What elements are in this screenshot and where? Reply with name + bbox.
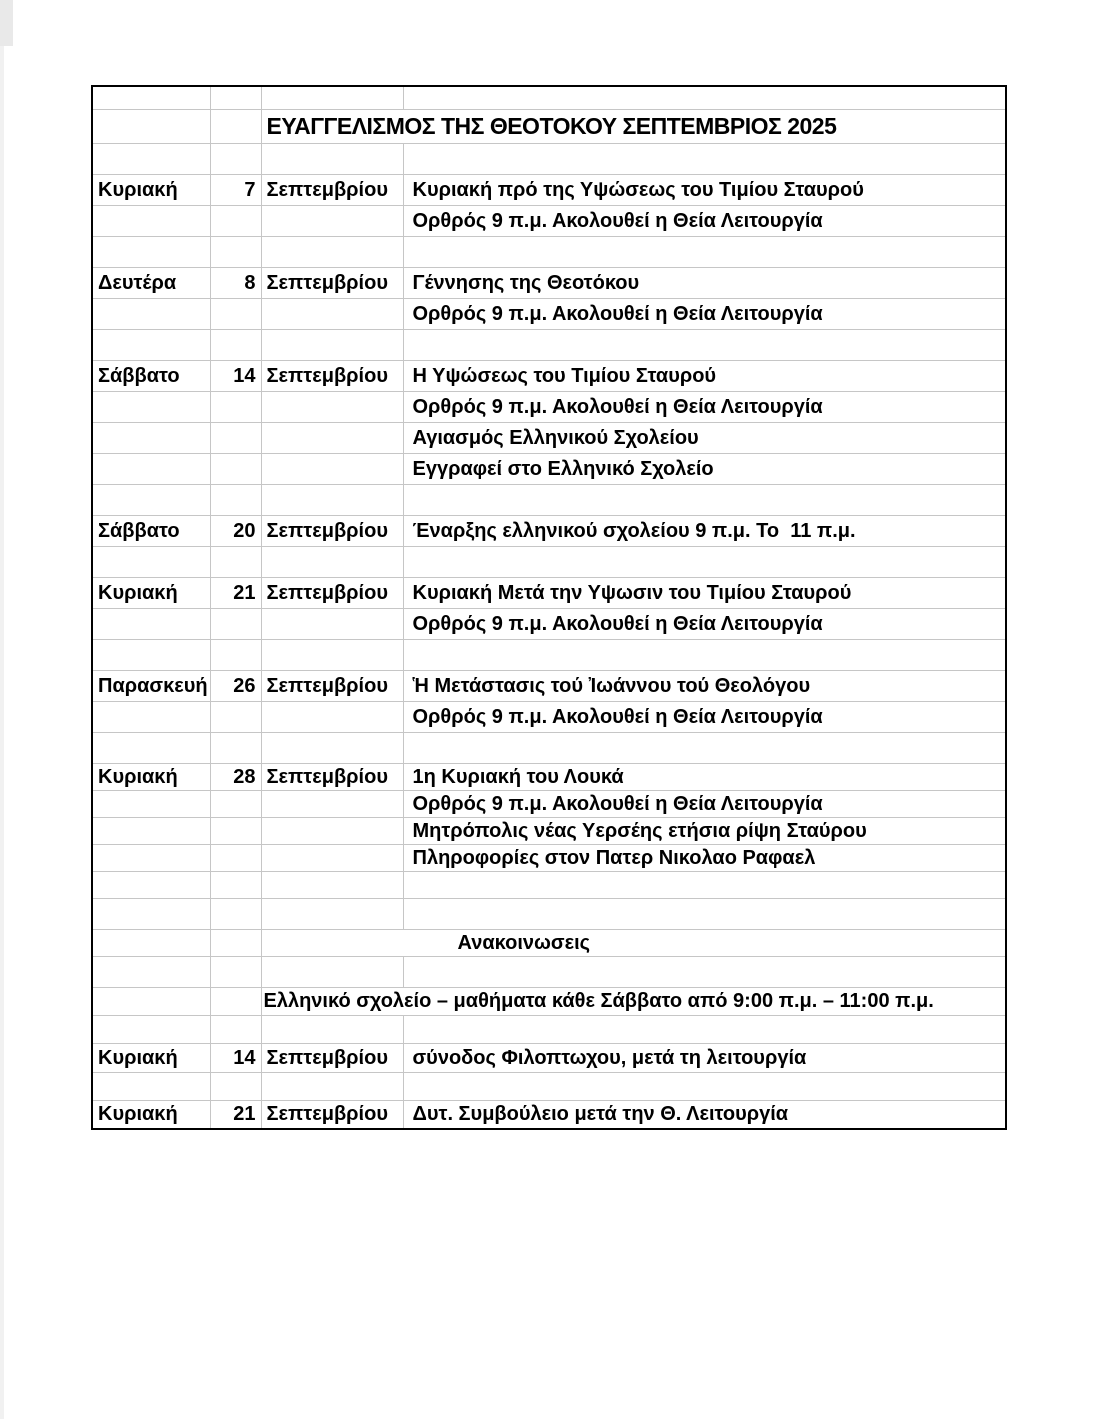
- empty-cell: [210, 205, 261, 236]
- date-cell: 28: [210, 763, 261, 790]
- empty-cell: [261, 86, 403, 109]
- empty-cell: [261, 298, 403, 329]
- empty-cell: [261, 956, 403, 987]
- empty-cell: [261, 236, 403, 267]
- event-detail-row: [92, 205, 1006, 236]
- empty-cell: [210, 86, 261, 109]
- empty-cell: [210, 701, 261, 732]
- spacer-row: [92, 732, 1006, 763]
- event-row: [92, 1043, 1006, 1072]
- event-row: [92, 267, 1006, 298]
- date-cell: 14: [210, 1043, 261, 1072]
- event-description-cell: Αγιασμός Ελληνικού Σχολείου: [403, 422, 1006, 453]
- day-cell: Κυριακή: [92, 763, 210, 790]
- title-row: [92, 109, 1006, 143]
- empty-cell: [210, 956, 261, 987]
- event-description-cell: Ορθρός 9 π.μ. Ακολουθεί η Θεία Λειτουργία: [403, 391, 1006, 422]
- empty-cell: [210, 844, 261, 871]
- event-description-cell: Ορθρός 9 π.μ. Ακολουθεί η Θεία Λειτουργία: [403, 298, 1006, 329]
- spacer-row: [92, 484, 1006, 515]
- empty-cell: [210, 929, 261, 956]
- empty-cell: [403, 143, 1006, 174]
- empty-cell: [261, 732, 403, 763]
- empty-cell: [92, 484, 210, 515]
- empty-cell: [210, 391, 261, 422]
- empty-cell: [210, 329, 261, 360]
- empty-cell: [261, 871, 403, 898]
- date-cell: 21: [210, 577, 261, 608]
- month-cell: Σεπτεμβρίου: [261, 763, 403, 790]
- empty-cell: [261, 608, 403, 639]
- empty-cell: [92, 1015, 210, 1043]
- day-cell: Σάββατο: [92, 515, 210, 546]
- event-description-cell: Ἡ Μετάστασις τού Ἰωάννου τού Θεολόγου: [403, 670, 1006, 701]
- spacer-row: [92, 236, 1006, 267]
- empty-cell: [261, 546, 403, 577]
- document-title: ΕΥΑΓΓΕΛΙΣΜΟΣ ΤΗΣ ΘΕΟΤΟΚΟΥ ΣΕΠΤΕΜΒΡΙΟΣ 2025: [261, 109, 1006, 143]
- month-cell: Σεπτεμβρίου: [261, 174, 403, 205]
- day-cell: Σάββατο: [92, 360, 210, 391]
- day-cell: Κυριακή: [92, 174, 210, 205]
- empty-cell: [210, 298, 261, 329]
- empty-cell: [403, 484, 1006, 515]
- event-row: [92, 670, 1006, 701]
- empty-cell: [403, 871, 1006, 898]
- empty-cell: [92, 929, 210, 956]
- empty-cell: [403, 546, 1006, 577]
- empty-cell: [92, 956, 210, 987]
- event-description-cell: Ορθρός 9 π.μ. Ακολουθεί η Θεία Λειτουργία: [403, 790, 1006, 817]
- event-description-cell: Έναρξης ελληνικού σχολείου 9 π.μ. Το 11 π.μ.: [403, 515, 1006, 546]
- empty-cell: [261, 391, 403, 422]
- empty-cell: [92, 639, 210, 670]
- empty-cell: [92, 143, 210, 174]
- schedule-table: [91, 85, 1007, 1130]
- event-row: [92, 515, 1006, 546]
- date-cell: 20: [210, 515, 261, 546]
- month-cell: Σεπτεμβρίου: [261, 1100, 403, 1129]
- empty-cell: [210, 236, 261, 267]
- empty-cell: [261, 1072, 403, 1100]
- event-description-cell: Ορθρός 9 π.μ. Ακολουθεί η Θεία Λειτουργία: [403, 608, 1006, 639]
- event-description-cell: Μητρόπολις νέας Υερσέης ετήσια ρίψη Σταύρου: [403, 817, 1006, 844]
- empty-cell: [403, 732, 1006, 763]
- empty-cell: [92, 391, 210, 422]
- spacer-row: [92, 329, 1006, 360]
- month-cell: Σεπτεμβρίου: [261, 360, 403, 391]
- empty-cell: [92, 329, 210, 360]
- event-detail-row: [92, 608, 1006, 639]
- spacer-row: [92, 143, 1006, 174]
- spacer-row: [92, 639, 1006, 670]
- empty-cell: [92, 817, 210, 844]
- empty-cell: [261, 817, 403, 844]
- event-detail-row: [92, 391, 1006, 422]
- spacer-row: [92, 1072, 1006, 1100]
- empty-cell: [92, 608, 210, 639]
- empty-cell: [261, 701, 403, 732]
- date-cell: 14: [210, 360, 261, 391]
- event-row: [92, 174, 1006, 205]
- spacer-row: [92, 898, 1006, 929]
- announcements-header: Ανακοινωσεις: [261, 929, 1006, 956]
- event-description-cell: Γέννησης της Θεοτόκου: [403, 267, 1006, 298]
- event-row: [92, 360, 1006, 391]
- empty-cell: [403, 329, 1006, 360]
- date-cell: 26: [210, 670, 261, 701]
- event-description-cell: Κυριακή πρό της Υψώσεως του Τιμίου Σταυρού: [403, 174, 1006, 205]
- empty-cell: [261, 790, 403, 817]
- scan-artifact-corner: [0, 0, 13, 46]
- empty-cell: [210, 484, 261, 515]
- event-description-cell: Δυτ. Συμβούλειο μετά την Θ. Λειτουργία: [403, 1100, 1006, 1129]
- empty-cell: [210, 143, 261, 174]
- empty-cell: [210, 422, 261, 453]
- empty-cell: [92, 871, 210, 898]
- event-description-cell: Κυριακή Μετά την Υψωσιν του Τιμίου Σταυρού: [403, 577, 1006, 608]
- spacer-row: [92, 956, 1006, 987]
- empty-cell: [261, 143, 403, 174]
- event-description-cell: Πληροφορίες στον Πατερ Νικολαο Ραφαελ: [403, 844, 1006, 871]
- empty-cell: [92, 109, 210, 143]
- event-detail-row: [92, 844, 1006, 871]
- empty-cell: [403, 236, 1006, 267]
- scan-artifact-edge: [0, 0, 4, 1419]
- empty-cell: [92, 546, 210, 577]
- announcements-row: [92, 929, 1006, 956]
- event-detail-row: [92, 817, 1006, 844]
- event-description-cell: Η Υψώσεως του Τιμίου Σταυρού: [403, 360, 1006, 391]
- empty-cell: [210, 871, 261, 898]
- empty-cell: [210, 1072, 261, 1100]
- event-description-cell: Ορθρός 9 π.μ. Ακολουθεί η Θεία Λειτουργία: [403, 701, 1006, 732]
- empty-cell: [403, 1072, 1006, 1100]
- empty-cell: [261, 453, 403, 484]
- event-detail-row: [92, 298, 1006, 329]
- event-description-cell: Εγγραφεί στο Ελληνικό Σχολείο: [403, 453, 1006, 484]
- date-cell: 7: [210, 174, 261, 205]
- day-cell: Παρασκευή: [92, 670, 210, 701]
- event-detail-row: [92, 453, 1006, 484]
- empty-cell: [261, 205, 403, 236]
- empty-cell: [403, 639, 1006, 670]
- empty-cell: [210, 817, 261, 844]
- empty-cell: [92, 732, 210, 763]
- day-cell: Κυριακή: [92, 1043, 210, 1072]
- day-cell: Κυριακή: [92, 577, 210, 608]
- empty-cell: [92, 1072, 210, 1100]
- empty-cell: [210, 790, 261, 817]
- empty-cell: [403, 898, 1006, 929]
- empty-cell: [210, 639, 261, 670]
- event-description-cell: 1η Κυριακή του Λουκά: [403, 763, 1006, 790]
- event-detail-row: [92, 701, 1006, 732]
- month-cell: Σεπτεμβρίου: [261, 1043, 403, 1072]
- spacer-row: [92, 1015, 1006, 1043]
- empty-cell: [403, 1015, 1006, 1043]
- empty-cell: [210, 898, 261, 929]
- empty-cell: [261, 422, 403, 453]
- empty-cell: [92, 453, 210, 484]
- empty-cell: [210, 987, 261, 1015]
- empty-cell: [210, 453, 261, 484]
- empty-cell: [210, 608, 261, 639]
- empty-cell: [261, 639, 403, 670]
- empty-cell: [261, 484, 403, 515]
- month-cell: Σεπτεμβρίου: [261, 577, 403, 608]
- date-cell: 8: [210, 267, 261, 298]
- day-cell: Κυριακή: [92, 1100, 210, 1129]
- event-description-cell: σύνοδος Φιλοπτωχου, μετά τη λειτουργία: [403, 1043, 1006, 1072]
- event-detail-row: [92, 790, 1006, 817]
- month-cell: Σεπτεμβρίου: [261, 670, 403, 701]
- school-note-row: [92, 987, 1006, 1015]
- empty-cell: [261, 898, 403, 929]
- empty-cell: [261, 1015, 403, 1043]
- empty-cell: [403, 86, 1006, 109]
- spacer-row: [92, 871, 1006, 898]
- empty-cell: [92, 205, 210, 236]
- school-note: Ελληνικό σχολείο – μαθήματα κάθε Σάββατο από 9:00 π.μ. – 11:00 π.μ.: [261, 987, 1006, 1015]
- event-row: [92, 763, 1006, 790]
- empty-cell: [261, 844, 403, 871]
- event-row: [92, 577, 1006, 608]
- empty-cell: [210, 1015, 261, 1043]
- empty-cell: [210, 732, 261, 763]
- empty-cell: [92, 86, 210, 109]
- month-cell: Σεπτεμβρίου: [261, 515, 403, 546]
- empty-cell: [92, 422, 210, 453]
- empty-cell: [92, 701, 210, 732]
- spacer-row: [92, 546, 1006, 577]
- event-row: [92, 1100, 1006, 1129]
- empty-cell: [210, 109, 261, 143]
- empty-cell: [92, 298, 210, 329]
- month-cell: Σεπτεμβρίου: [261, 267, 403, 298]
- empty-cell: [403, 956, 1006, 987]
- empty-cell: [210, 546, 261, 577]
- empty-cell: [92, 236, 210, 267]
- event-detail-row: [92, 422, 1006, 453]
- empty-cell: [92, 987, 210, 1015]
- event-description-cell: Ορθρός 9 π.μ. Ακολουθεί η Θεία Λειτουργία: [403, 205, 1006, 236]
- empty-cell: [92, 898, 210, 929]
- empty-cell: [92, 844, 210, 871]
- date-cell: 21: [210, 1100, 261, 1129]
- empty-cell: [92, 790, 210, 817]
- spacer-row: [92, 86, 1006, 109]
- empty-cell: [261, 329, 403, 360]
- day-cell: Δευτέρα: [92, 267, 210, 298]
